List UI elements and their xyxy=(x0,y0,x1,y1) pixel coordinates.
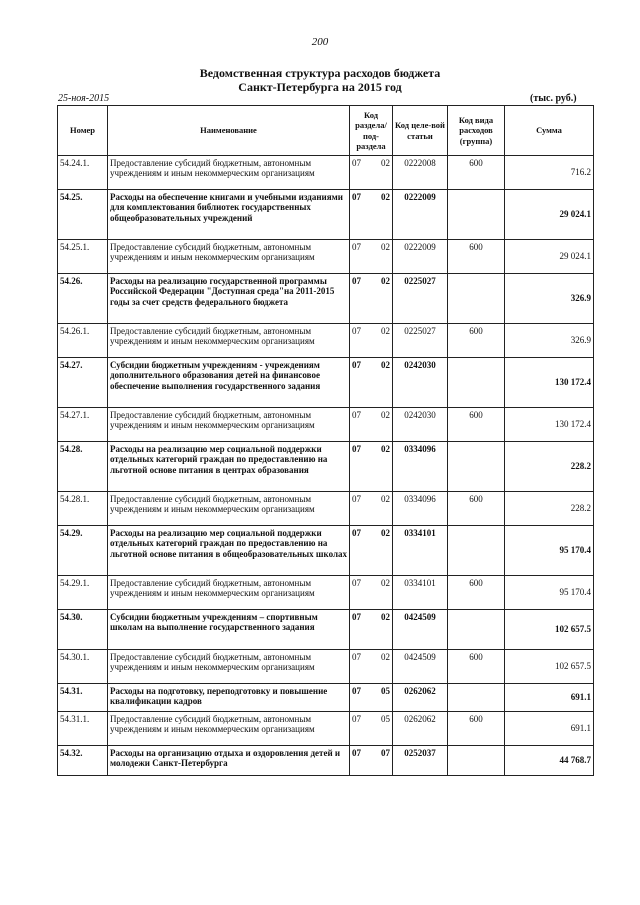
table-row xyxy=(58,684,594,712)
row-target-code: 0424509 xyxy=(393,650,448,684)
row-section-code xyxy=(350,240,393,274)
row-section-code xyxy=(350,684,393,712)
row-amount: 95 170.4 xyxy=(505,576,594,610)
row-section: 07 xyxy=(352,652,361,662)
row-expense-type: 600 xyxy=(448,650,505,684)
row-section-code xyxy=(350,576,393,610)
title-line-2: Санкт-Петербурга на 2015 год xyxy=(238,80,402,94)
row-number: 54.28. xyxy=(58,442,108,492)
table-row xyxy=(58,358,594,408)
row-name: Предоставление субсидий бюджетным, автономным учреждениям и иным некоммерческим организациям xyxy=(108,650,350,684)
document-title xyxy=(0,66,640,94)
row-section: 07 xyxy=(352,360,361,370)
row-section: 07 xyxy=(352,276,361,286)
row-name: Расходы на организацию отдыха и оздоровления детей и молодежи Санкт-Петербурга xyxy=(108,746,350,776)
table-row xyxy=(58,746,594,776)
row-subsection: 02 xyxy=(381,444,390,454)
row-name: Расходы на реализацию государственной программы Российской Федерации "Доступная среда"на 2011-2015 годы за счет средств федерального бюджета xyxy=(108,274,350,324)
row-target-code: 0252037 xyxy=(393,746,448,776)
row-target-code: 0242030 xyxy=(393,358,448,408)
header-number: Номер xyxy=(58,106,108,156)
row-name: Предоставление субсидий бюджетным, автономным учреждениям и иным некоммерческим организациям xyxy=(108,576,350,610)
row-section: 07 xyxy=(352,410,361,420)
row-section-code xyxy=(350,610,393,650)
row-name: Предоставление субсидий бюджетным, автономным учреждениям и иным некоммерческим организациям xyxy=(108,324,350,358)
header-expense-type: Код вида расходов (группа) xyxy=(448,106,505,156)
table-row xyxy=(58,492,594,526)
row-section: 07 xyxy=(352,686,361,696)
row-amount: 102 657.5 xyxy=(505,650,594,684)
row-target-code: 0242030 xyxy=(393,408,448,442)
row-target-code: 0334101 xyxy=(393,576,448,610)
row-subsection: 05 xyxy=(381,686,390,696)
row-amount: 326.9 xyxy=(505,324,594,358)
row-expense-type xyxy=(448,684,505,712)
row-expense-type: 600 xyxy=(448,240,505,274)
document-date: 25-ноя-2015 xyxy=(58,93,110,104)
row-expense-type: 600 xyxy=(448,156,505,190)
row-subsection: 02 xyxy=(381,612,390,622)
row-expense-type: 600 xyxy=(448,576,505,610)
row-amount: 691.1 xyxy=(505,684,594,712)
header-amount: Сумма xyxy=(505,106,594,156)
row-name: Предоставление субсидий бюджетным, автономным учреждениям и иным некоммерческим организациям xyxy=(108,712,350,746)
row-number: 54.29. xyxy=(58,526,108,576)
row-section: 07 xyxy=(352,578,361,588)
row-amount: 228.2 xyxy=(505,492,594,526)
table-body xyxy=(58,156,594,776)
row-section: 07 xyxy=(352,192,361,202)
row-target-code: 0334101 xyxy=(393,526,448,576)
row-number: 54.24.1. xyxy=(58,156,108,190)
row-target-code: 0222009 xyxy=(393,190,448,240)
row-amount: 29 024.1 xyxy=(505,240,594,274)
table-header-row xyxy=(58,106,594,156)
table-row xyxy=(58,324,594,358)
row-section: 07 xyxy=(352,748,361,758)
row-subsection: 05 xyxy=(381,714,390,724)
row-amount: 228.2 xyxy=(505,442,594,492)
row-name: Предоставление субсидий бюджетным, автономным учреждениям и иным некоммерческим организациям xyxy=(108,156,350,190)
row-expense-type xyxy=(448,526,505,576)
row-amount: 95 170.4 xyxy=(505,526,594,576)
row-subsection: 02 xyxy=(381,410,390,420)
row-amount: 130 172.4 xyxy=(505,408,594,442)
row-subsection: 02 xyxy=(381,242,390,252)
row-number: 54.27.1. xyxy=(58,408,108,442)
row-subsection: 02 xyxy=(381,494,390,504)
row-name: Субсидии бюджетным учреждениям – спортивным школам на выполнение государственного задания xyxy=(108,610,350,650)
row-number: 54.31. xyxy=(58,684,108,712)
row-section-code xyxy=(350,156,393,190)
row-name: Расходы на обеспечение книгами и учебными изданиями для комплектования библиотек государственных общеобразовательных учреждений xyxy=(108,190,350,240)
row-subsection: 02 xyxy=(381,326,390,336)
row-subsection: 02 xyxy=(381,578,390,588)
row-amount: 326.9 xyxy=(505,274,594,324)
row-target-code: 0222008 xyxy=(393,156,448,190)
table-row xyxy=(58,240,594,274)
row-expense-type: 600 xyxy=(448,408,505,442)
row-name: Субсидии бюджетным учреждениям - учреждениям дополнительного образования детей на финансовое обеспечение выполнения государственного задания xyxy=(108,358,350,408)
row-number: 54.32. xyxy=(58,746,108,776)
row-number: 54.28.1. xyxy=(58,492,108,526)
row-section-code xyxy=(350,190,393,240)
row-section: 07 xyxy=(352,326,361,336)
header-name: Наименование xyxy=(108,106,350,156)
row-section-code xyxy=(350,746,393,776)
budget-table xyxy=(57,105,594,776)
row-section: 07 xyxy=(352,612,361,622)
row-subsection: 02 xyxy=(381,276,390,286)
row-target-code: 0334096 xyxy=(393,442,448,492)
row-target-code: 0262062 xyxy=(393,712,448,746)
row-number: 54.25. xyxy=(58,190,108,240)
table-row xyxy=(58,408,594,442)
row-expense-type: 600 xyxy=(448,492,505,526)
row-number: 54.26. xyxy=(58,274,108,324)
row-subsection: 02 xyxy=(381,158,390,168)
row-amount: 102 657.5 xyxy=(505,610,594,650)
row-name: Предоставление субсидий бюджетным, автономным учреждениям и иным некоммерческим организациям xyxy=(108,408,350,442)
row-section-code xyxy=(350,358,393,408)
row-target-code: 0262062 xyxy=(393,684,448,712)
row-number: 54.25.1. xyxy=(58,240,108,274)
row-target-code: 0225027 xyxy=(393,274,448,324)
table-row xyxy=(58,576,594,610)
title-line-1: Ведомственная структура расходов бюджета xyxy=(199,66,441,80)
row-name: Предоставление субсидий бюджетным, автономным учреждениям и иным некоммерческим организациям xyxy=(108,492,350,526)
row-subsection: 02 xyxy=(381,360,390,370)
header-target: Код целе-вой статьи xyxy=(393,106,448,156)
row-expense-type: 600 xyxy=(448,712,505,746)
row-expense-type xyxy=(448,442,505,492)
row-section-code xyxy=(350,526,393,576)
row-section-code xyxy=(350,492,393,526)
table-row xyxy=(58,156,594,190)
row-amount: 716.2 xyxy=(505,156,594,190)
row-expense-type xyxy=(448,190,505,240)
row-expense-type: 600 xyxy=(448,324,505,358)
page-number: 200 xyxy=(311,36,329,48)
row-section-code xyxy=(350,650,393,684)
row-target-code: 0222009 xyxy=(393,240,448,274)
row-name: Расходы на подготовку, переподготовку и повышение квалификации кадров xyxy=(108,684,350,712)
row-section-code xyxy=(350,274,393,324)
table-row xyxy=(58,526,594,576)
row-section-code xyxy=(350,324,393,358)
row-target-code: 0334096 xyxy=(393,492,448,526)
header-section: Код раздела/ под-раздела xyxy=(350,106,393,156)
table-row xyxy=(58,610,594,650)
row-number: 54.27. xyxy=(58,358,108,408)
row-section: 07 xyxy=(352,242,361,252)
row-number: 54.26.1. xyxy=(58,324,108,358)
row-section: 07 xyxy=(352,444,361,454)
row-section: 07 xyxy=(352,158,361,168)
row-section: 07 xyxy=(352,494,361,504)
row-expense-type xyxy=(448,358,505,408)
row-name: Расходы на реализацию мер социальной поддержки отдельных категорий граждан по предоставлению на льготной основе питания в центрах образования xyxy=(108,442,350,492)
units-label: (тыс. руб.) xyxy=(530,93,577,104)
table-row xyxy=(58,712,594,746)
row-number: 54.30. xyxy=(58,610,108,650)
row-amount: 29 024.1 xyxy=(505,190,594,240)
row-subsection: 02 xyxy=(381,652,390,662)
row-section: 07 xyxy=(352,528,361,538)
row-amount: 130 172.4 xyxy=(505,358,594,408)
row-number: 54.29.1. xyxy=(58,576,108,610)
row-amount: 44 768.7 xyxy=(505,746,594,776)
row-expense-type xyxy=(448,746,505,776)
row-number: 54.30.1. xyxy=(58,650,108,684)
row-target-code: 0225027 xyxy=(393,324,448,358)
row-expense-type xyxy=(448,610,505,650)
row-subsection: 02 xyxy=(381,192,390,202)
table-row xyxy=(58,442,594,492)
row-name: Расходы на реализацию мер социальной поддержки отдельных категорий граждан по предоставлению на льготной основе питания в общеобразовательных школах xyxy=(108,526,350,576)
table-row xyxy=(58,650,594,684)
table-row xyxy=(58,190,594,240)
row-section-code xyxy=(350,442,393,492)
row-target-code: 0424509 xyxy=(393,610,448,650)
row-section-code xyxy=(350,408,393,442)
row-amount: 691.1 xyxy=(505,712,594,746)
row-section-code xyxy=(350,712,393,746)
row-section: 07 xyxy=(352,714,361,724)
table-row xyxy=(58,274,594,324)
row-subsection: 02 xyxy=(381,528,390,538)
row-number: 54.31.1. xyxy=(58,712,108,746)
row-name: Предоставление субсидий бюджетным, автономным учреждениям и иным некоммерческим организациям xyxy=(108,240,350,274)
row-subsection: 07 xyxy=(381,748,390,758)
row-expense-type xyxy=(448,274,505,324)
